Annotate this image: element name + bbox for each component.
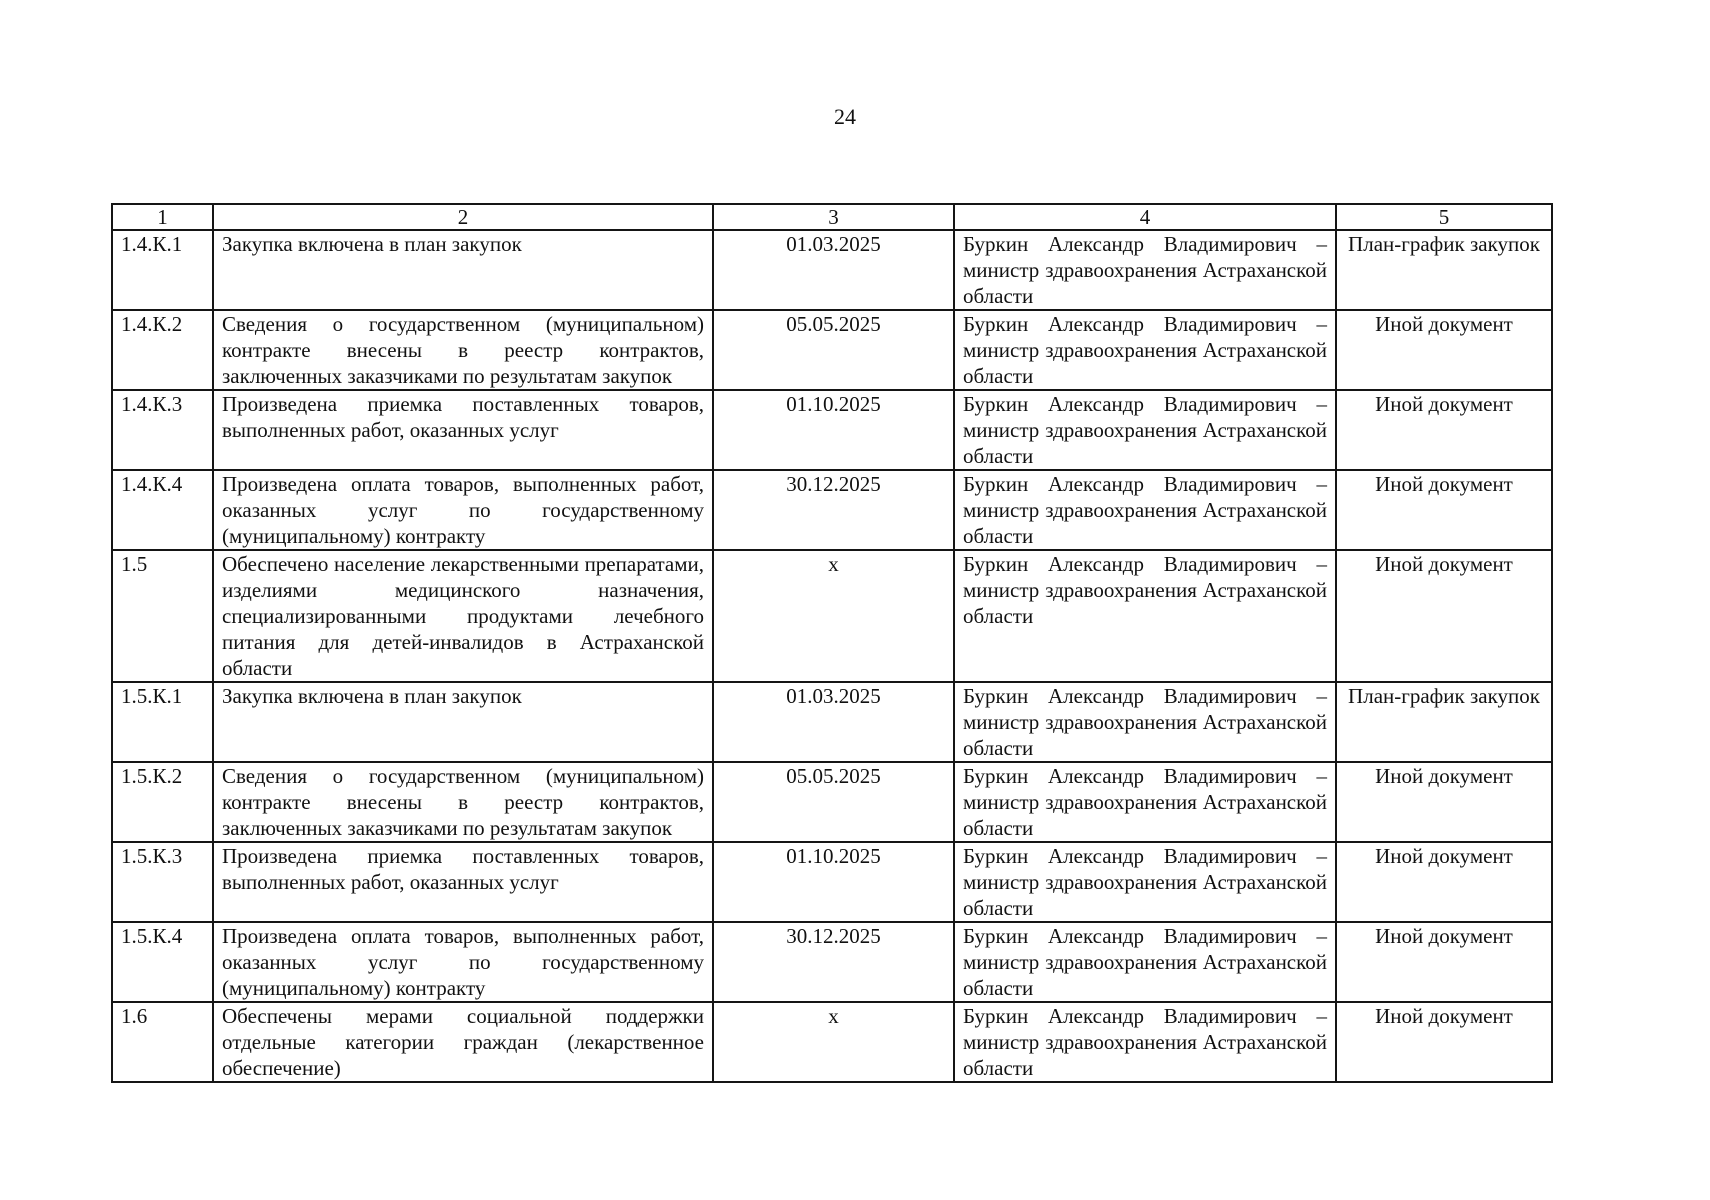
row-responsible: Буркин Александр Владимирович – министр здравоохранения Астраханской области bbox=[954, 310, 1336, 390]
row-responsible: Буркин Александр Владимирович – министр здравоохранения Астраханской области bbox=[954, 470, 1336, 550]
row-date: 01.10.2025 bbox=[713, 842, 954, 922]
row-document: Иной документ bbox=[1336, 390, 1552, 470]
row-document: Иной документ bbox=[1336, 762, 1552, 842]
row-description: Обеспечено население лекарственными препаратами, изделиями медицинского назначения, специализированными продуктами лечебного питания для детей-инвалидов в Астраханской области bbox=[213, 550, 713, 682]
row-date: х bbox=[713, 550, 954, 682]
table-row bbox=[112, 842, 1552, 922]
table-row bbox=[112, 390, 1552, 470]
row-document: Иной документ bbox=[1336, 550, 1552, 682]
row-responsible: Буркин Александр Владимирович – министр здравоохранения Астраханской области bbox=[954, 1002, 1336, 1082]
row-number: 1.4.К.3 bbox=[112, 390, 213, 470]
row-responsible: Буркин Александр Владимирович – министр здравоохранения Астраханской области bbox=[954, 390, 1336, 470]
table-row bbox=[112, 922, 1552, 1002]
row-description: Закупка включена в план закупок bbox=[213, 230, 713, 310]
column-header-1: 1 bbox=[112, 204, 213, 230]
row-date: 05.05.2025 bbox=[713, 762, 954, 842]
row-description: Произведена приемка поставленных товаров, выполненных работ, оказанных услуг bbox=[213, 390, 713, 470]
row-description: Закупка включена в план закупок bbox=[213, 682, 713, 762]
row-description: Обеспечены мерами социальной поддержки отдельные категории граждан (лекарственное обеспечение) bbox=[213, 1002, 713, 1082]
row-number: 1.4.К.1 bbox=[112, 230, 213, 310]
table-row bbox=[112, 682, 1552, 762]
row-description: Сведения о государственном (муниципальном) контракте внесены в реестр контрактов, заключенных заказчиками по результатам закупок bbox=[213, 310, 713, 390]
header-row bbox=[112, 204, 1552, 230]
row-date: 01.10.2025 bbox=[713, 390, 954, 470]
row-responsible: Буркин Александр Владимирович – министр здравоохранения Астраханской области bbox=[954, 682, 1336, 762]
column-header-4: 4 bbox=[954, 204, 1336, 230]
page-number: 24 bbox=[834, 104, 856, 129]
row-description: Произведена приемка поставленных товаров, выполненных работ, оказанных услуг bbox=[213, 842, 713, 922]
table-row bbox=[112, 762, 1552, 842]
row-document: План-график закупок bbox=[1336, 230, 1552, 310]
row-date: 01.03.2025 bbox=[713, 682, 954, 762]
row-number: 1.5.К.4 bbox=[112, 922, 213, 1002]
row-responsible: Буркин Александр Владимирович – министр здравоохранения Астраханской области bbox=[954, 230, 1336, 310]
row-number: 1.5.К.1 bbox=[112, 682, 213, 762]
row-document: План-график закупок bbox=[1336, 682, 1552, 762]
row-description: Произведена оплата товаров, выполненных работ, оказанных услуг по государственному (муниципальному) контракту bbox=[213, 922, 713, 1002]
column-header-5: 5 bbox=[1336, 204, 1552, 230]
control-points-table bbox=[111, 203, 1553, 1083]
table-row bbox=[112, 310, 1552, 390]
row-description: Сведения о государственном (муниципальном) контракте внесены в реестр контрактов, заключенных заказчиками по результатам закупок bbox=[213, 762, 713, 842]
row-responsible: Буркин Александр Владимирович – министр здравоохранения Астраханской области bbox=[954, 922, 1336, 1002]
table-row bbox=[112, 230, 1552, 310]
row-document: Иной документ bbox=[1336, 310, 1552, 390]
row-number: 1.4.К.4 bbox=[112, 470, 213, 550]
row-document: Иной документ bbox=[1336, 922, 1552, 1002]
row-document: Иной документ bbox=[1336, 1002, 1552, 1082]
row-number: 1.4.К.2 bbox=[112, 310, 213, 390]
column-header-3: 3 bbox=[713, 204, 954, 230]
row-responsible: Буркин Александр Владимирович – министр здравоохранения Астраханской области bbox=[954, 762, 1336, 842]
row-number: 1.5.К.3 bbox=[112, 842, 213, 922]
row-description: Произведена оплата товаров, выполненных работ, оказанных услуг по государственному (муниципальному) контракту bbox=[213, 470, 713, 550]
row-responsible: Буркин Александр Владимирович – министр здравоохранения Астраханской области bbox=[954, 550, 1336, 682]
row-date: 05.05.2025 bbox=[713, 310, 954, 390]
row-number: 1.5 bbox=[112, 550, 213, 682]
row-document: Иной документ bbox=[1336, 842, 1552, 922]
row-date: 30.12.2025 bbox=[713, 470, 954, 550]
table-row bbox=[112, 550, 1552, 682]
row-date: 30.12.2025 bbox=[713, 922, 954, 1002]
row-number: 1.6 bbox=[112, 1002, 213, 1082]
row-date: х bbox=[713, 1002, 954, 1082]
table-row bbox=[112, 470, 1552, 550]
row-number: 1.5.К.2 bbox=[112, 762, 213, 842]
row-document: Иной документ bbox=[1336, 470, 1552, 550]
column-header-2: 2 bbox=[213, 204, 713, 230]
row-date: 01.03.2025 bbox=[713, 230, 954, 310]
row-responsible: Буркин Александр Владимирович – министр здравоохранения Астраханской области bbox=[954, 842, 1336, 922]
table-row bbox=[112, 1002, 1552, 1082]
